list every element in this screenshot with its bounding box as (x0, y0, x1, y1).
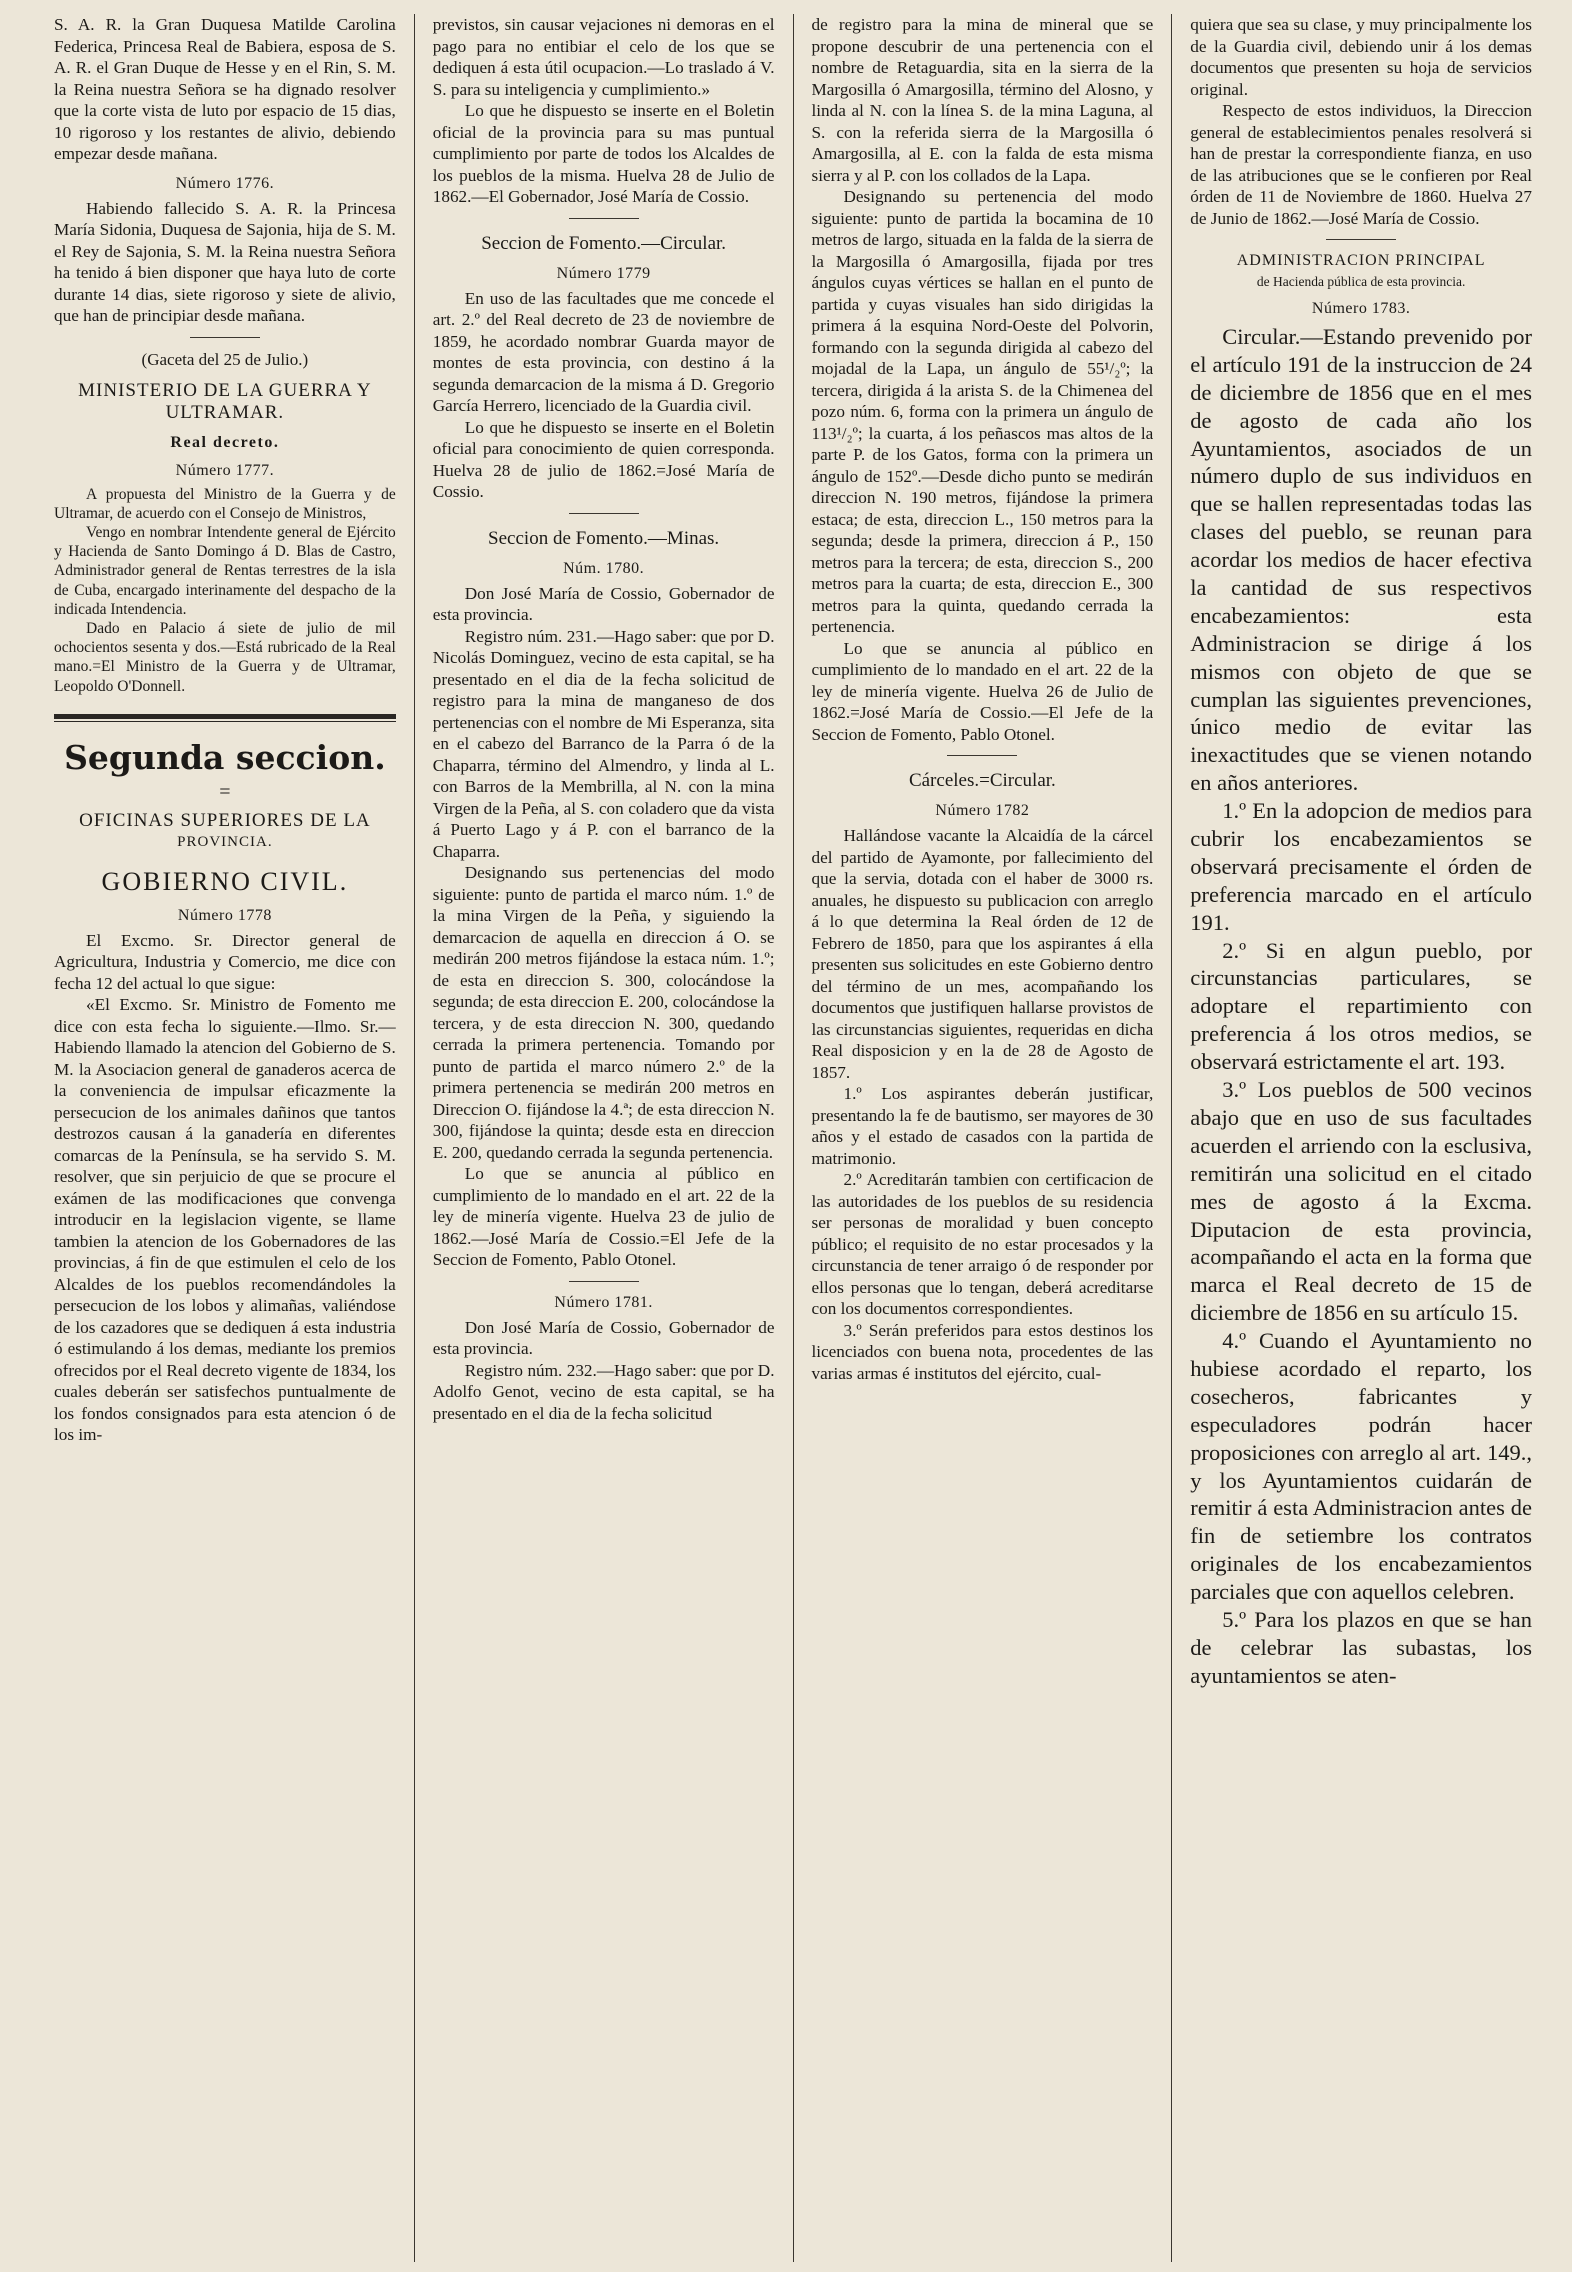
separator-dash (1326, 239, 1396, 242)
paragraph: Respecto de estos individuos, la Direccion general de establecimientos penales resolverá si han de prestar la correspondiente fianza, en uso de las atribuciones que se le confieren por Real órden de 11 de Noviembre de 1860. Huelva 27 de Junio de 1862.—José María de Cossio. (1190, 101, 1532, 228)
paragraph: 2.º Si en algun pueblo, por circunstancias particulares, se adoptare el repartimiento con preferencia á los otros medios, se observará estrictamente el art. 193. (1190, 937, 1532, 1075)
separator-dash (190, 337, 260, 340)
section-title: Cárceles.=Circular. (908, 770, 1056, 791)
paragraph: Lo que he dispuesto se inserte en el Boletin oficial de la provincia para su mas puntual cumplimiento por parte de todos los Alcaldes de los pueblos de la misma. Huelva 28 de Julio de 1862.—El Gobernador, José María de Cossio. (432, 101, 775, 206)
department-title: GOBIERNO CIVIL. (101, 866, 349, 896)
paragraph: Habiendo fallecido S. A. R. la Princesa María Sidonia, Duquesa de Sajonia, hija de S. M. el Rey de Sajonia, S. M. la Reina nuestra Señora ha tenido á bien disponer que haya luto de corte durante 14 dias, siete rigoroso y siete de alivio, que han de principiar desde mañana. (54, 198, 396, 325)
section-heading: Segunda seccion. (64, 737, 386, 777)
separator-dash (569, 218, 639, 221)
section-title: Seccion de Fomento.—Circular. (481, 232, 727, 254)
section-title: MINISTERIO DE LA GUERRA Y ULTRAMAR. (78, 379, 372, 423)
section-subtitle: de Hacienda pública de esta provincia. (1256, 274, 1466, 289)
paragraph: 4.º Cuando el Ayuntamiento no hubiese acordado el reparto, los cosecheros, fabricantes y especuladores podrán hacer proposiciones con arreglo al art. 149., y los Ayuntamientos cuidarán de remitir á esta Administracion antes de fin de setiembre los contratos originales de los encabezamientos parciales que con aquellos celebren. (1190, 1328, 1532, 1605)
separator-eq: = (219, 780, 231, 803)
paragraph: Registro núm. 232.—Hago saber: que por D. Adolfo Genot, vecino de esta capital, se ha presentado en el dia de la fecha solicitud (432, 1360, 775, 1423)
section-divider (54, 714, 396, 722)
paragraph: quiera que sea su clase, y muy principalmente los de la Guardia civil, debiendo unir á los demas documentos que presenten su hoja de servicios original. (1190, 15, 1532, 99)
paragraph: Vengo en nombrar Intendente general de Ejército y Hacienda de Santo Domingo á D. Blas de Castro, Administrador general de Rentas terrestres de la isla de Cuba, encargado interinamente del despacho de la indicada Intendencia. (54, 523, 396, 618)
item-number: Número 1783. (1311, 300, 1411, 317)
section-title: Seccion de Fomento.—Minas. (488, 527, 720, 549)
paragraph: de registro para la mina de mineral que se propone descubrir de una pertenencia con el nombre de Retaguardia, sita en la sierra de la Margosilla ó Amargosilla, término del Alosno, y linda al N. con la línea S. de la mina Laguna, al S. con la referida sierra de la Margosilla ó Amargosilla, al E. con la falda de esta misma sierra y al P. con los collados de la Lapa. (811, 15, 1154, 185)
column-2 (414, 14, 793, 2262)
column-1 (36, 14, 414, 2262)
paragraph: 2.º Acreditarán tambien con certificacion de las autoridades de los pueblos de su residencia ser personas de moralidad y buen concepto público; el requisito de no estar procesados y la circunstancia de tener arraigo ó de responder por ellos personas que lo tengan, deberá acreditarse con los documentos correspondientes. (811, 1170, 1154, 1318)
paragraph: «El Excmo. Sr. Ministro de Fomento me dice con esta fecha lo siguiente.—Ilmo. Sr.—Habiendo llamado la atencion del Gobierno de S. M. la Asociacion general de ganaderos acerca de la conveniencia de impulsar eficazmente la persecucion de los animales dañinos que tantos destrozos causan á la ganadería en diferentes comarcas de la Península, se ha servido S. M. resolver, que sin perjuicio de que se procure el exámen de las modificaciones que convenga introducir en la legislacion vigente, se llame tambien la atencion de los Gobernadores de las provincias, á fin de que estimulen el celo de los Alcaldes de los pueblos recomendándoles la persecucion de los lobos y alimañas, valiéndose de los cazadores que se dediquen á esta industria ó estimulando á los demas, mediante los premios ofrecidos por el Real decreto vigente de 1834, los cuales deberán ser satisfechos puntualmente de los fondos consignados para esta atencion ó de los im- (54, 995, 396, 1445)
section-title: ADMINISTRACION PRINCIPAL (1236, 252, 1486, 269)
paragraph: Dado en Palacio á siete de julio de mil ochocientos sesenta y dos.—Está rubricado de la Real mano.=El Ministro de la Guerra y de Ultramar, Leopoldo O'Donnell. (54, 620, 396, 695)
paragraph: En uso de las facultades que me concede el art. 2.º del Real decreto de 23 de noviembre de 1859, he acordado nombrar Guarda mayor de montes de esta provincia, con destino á la segunda demarcacion de la misma á D. Gregorio García Herrero, licenciado de la Guardia civil. (432, 288, 775, 415)
paragraph: Lo que se anuncia al público en cumplimiento de lo mandado en el art. 22 de la ley de minería vigente. Huelva 23 de julio de 1862.—José María de Cossio.=El Jefe de la Seccion de Fomento, Pablo Otonel. (432, 1164, 775, 1269)
paragraph: Hallándose vacante la Alcaidía de la cárcel del partido de Ayamonte, por fallecimiento del que la servia, dotada con el haber de 3000 rs. anuales, he dispuesto su publicacion con arreglo á lo que determina la Real órden de 12 de Febrero de 1850, para que los aspirantes á ella presenten sus solicitudes en este Gobierno dentro del término de un mes, acompañando los documentos que justifiquen hallarse provistos de las circunstancias siguientes, requeridas en dicha Real disposicion y en la de 28 de Agosto de 1857. (811, 826, 1154, 1082)
section-title: OFICINAS SUPERIORES DE LA (79, 809, 371, 831)
section-title-line2: PROVINCIA. (177, 833, 273, 850)
paragraph: Designando sus pertenencias del modo siguiente: punto de partida el marco núm. 1.º de la mina Virgen de la Peña, y siguiendo la demarcacion de aquella en direccion á O. se medirán 200 metros fijándose la estaca núm. 1.º; de esta en direccion S. 300, colocándose la segunda; de esta direccion E. 200, colocándose la tercera, y de esta direccion N. 300, quedando cerrada la primera pertenencia. Tomando por punto de partida el marco número 2.º de la primera pertenencia se medirán 200 metros en Direccion O. fijándose la 4.ª; de esta direccion N. 300, fijándose la quinta; desde esta en direccion E. 200, quedando cerrada la segunda pertenencia. (432, 863, 775, 1162)
item-number: Número 1778 (177, 906, 272, 924)
item-number: Número 1781. (554, 1293, 653, 1311)
paragraph: El Excmo. Sr. Director general de Agricultura, Industria y Comercio, me dice con fecha 12 del actual lo que sigue: (54, 930, 396, 993)
column-4 (1171, 14, 1550, 2262)
paragraph: S. A. R. la Gran Duquesa Matilde Carolina Federica, Princesa Real de Babiera, esposa de S. A. R. el Gran Duque de Hesse y en el Rin, S. M. la Reina nuestra Señora se ha dignado resolver que la corte vista de luto por espacio de 15 dias, 10 rigoroso y los restantes de alivio, debiendo empezar desde mañana. (54, 15, 396, 163)
separator-dash (947, 755, 1017, 758)
paragraph: Lo que he dispuesto se inserte en el Boletin oficial para conocimiento de quien corresponda. Huelva 28 de julio de 1862.=José María de Cossio. (432, 417, 775, 501)
item-number: Número 1779 (556, 264, 651, 282)
separator-dash (569, 513, 639, 516)
paragraph: Registro núm. 231.—Hago saber: que por D. Nicolás Dominguez, vecino de esta capital, se ha presentado en el dia de la fecha solicitud de registro para la mina de manganeso de dos pertenencias con el nombre de Mi Esperanza, sita en el cabezo del Barranco de la Parra ó de la Chaparra, término del Almendro, y linda al L. con Barros de la Membrilla, al N. con la mina Virgen de la Peña, al S. con coladero que da vista á Puerto Lago y á P. con el barranco de la Chaparra. (432, 626, 775, 861)
paragraph: 5.º Para los plazos en que se han de celebrar las subastas, los ayuntamientos se aten- (1190, 1606, 1532, 1688)
source-note: (Gaceta del 25 de Julio.) (141, 349, 309, 369)
item-number: Núm. 1780. (563, 559, 645, 577)
paragraph: Don José María de Cossio, Gobernador de esta provincia. (432, 1317, 775, 1358)
item-number: Número 1776. (175, 174, 275, 192)
paragraph: 1.º En la adopcion de medios para cubrir los encabezamientos se observará precisamente el órden de preferencia marcado en el artículo 191. (1190, 798, 1532, 935)
item-number: Número 1777. (175, 461, 275, 479)
paragraph: previstos, sin causar vejaciones ni demoras en el pago para no entibiar el celo de los que se dediquen á esta útil ocupacion.—Lo traslado á V. S. para su inteligencia y cumplimiento.» (432, 15, 775, 99)
item-number: Número 1782 (935, 802, 1030, 819)
separator-dash (569, 1281, 639, 1284)
paragraph: Circular.—Estando prevenido por el artículo 191 de la instruccion de 24 de diciembre de 1856 que en el mes de agosto de cada año los Ayuntamientos, asociados de un número duplo de sus individuos en que se hallen representadas todas las clases del pueblo, se reunan para acordar los medios de hacer efectiva la cantidad de sus respectivos encabezamientos: esta Administracion se dirige á los mismos con objeto de que se cumplan las siguientes prevenciones, único medio de evitar las inexactitudes que se vienen notando en años anteriores. (1190, 324, 1532, 796)
paragraph: 3.º Los pueblos de 500 vecinos abajo que en uso de sus facultades acuerden el arriendo con la esclusiva, remitirán una solicitud en el citado mes de agosto á la Excma. Diputacion de esta provincia, acompañando el acta en la forma que marca el Real decreto de 15 de diciembre de 1856 en su artículo 15. (1190, 1077, 1532, 1326)
paragraph: Don José María de Cossio, Gobernador de esta provincia. (432, 583, 775, 624)
paragraph: A propuesta del Ministro de la Guerra y de Ultramar, de acuerdo con el Consejo de Ministros, (54, 485, 396, 522)
paragraph: Designando su pertenencia del modo siguiente: punto de partida la bocamina de 10 metros de largo, situada en la falda de la sierra de la Margosilla ó Amargosilla, fijada por tres ángulos cuyas vértices se hallan en el punto de partida y cuyas visuales han sido dirigidas la primera á la esquina Nord-Oeste del Polvorin, formando con la segunda dirigida al cabezo del mojadal de la Lapa, un ángulo de 55¹/₂º; la tercera, dirigida á la arista S. de la Chimenea del pozo núm. 6, forma con la primera un ángulo de 113¹/₂º; la cuarta, á los peñascos mas altos de la parte P. de los Gatos, forma con la primera un ángulo de 152º.—Desde dicho punto se medirán direccion N. 190 metros, fijándose la primera estaca; de esta, direccion L., 150 metros para la segunda; desde la primera, direccion á P., 150 metros para la tercera; de esta, direccion S., 200 metros para la cuarta; de esta, direccion E., 300 metros para la quinta, quedando cerrada la pertenencia. (811, 187, 1154, 636)
column-3 (793, 14, 1172, 2262)
paragraph: 1.º Los aspirantes deberán justificar, presentando la fe de bautismo, ser mayores de 30 años y el estado de casados con la partida de matrimonio. (811, 1084, 1154, 1168)
paragraph: Lo que se anuncia al público en cumplimiento de lo mandado en el art. 22 de la ley de minería vigente. Huelva 26 de Julio de 1862.=José María de Cossio.—El Jefe de la Seccion de Fomento, Pablo Otonel. (811, 638, 1154, 744)
paragraph: 3.º Serán preferidos para estos destinos los licenciados con buena nota, procedentes de las varias armas é institutos del ejército, cual- (811, 1320, 1154, 1383)
subsection-title: Real decreto. (170, 433, 280, 451)
